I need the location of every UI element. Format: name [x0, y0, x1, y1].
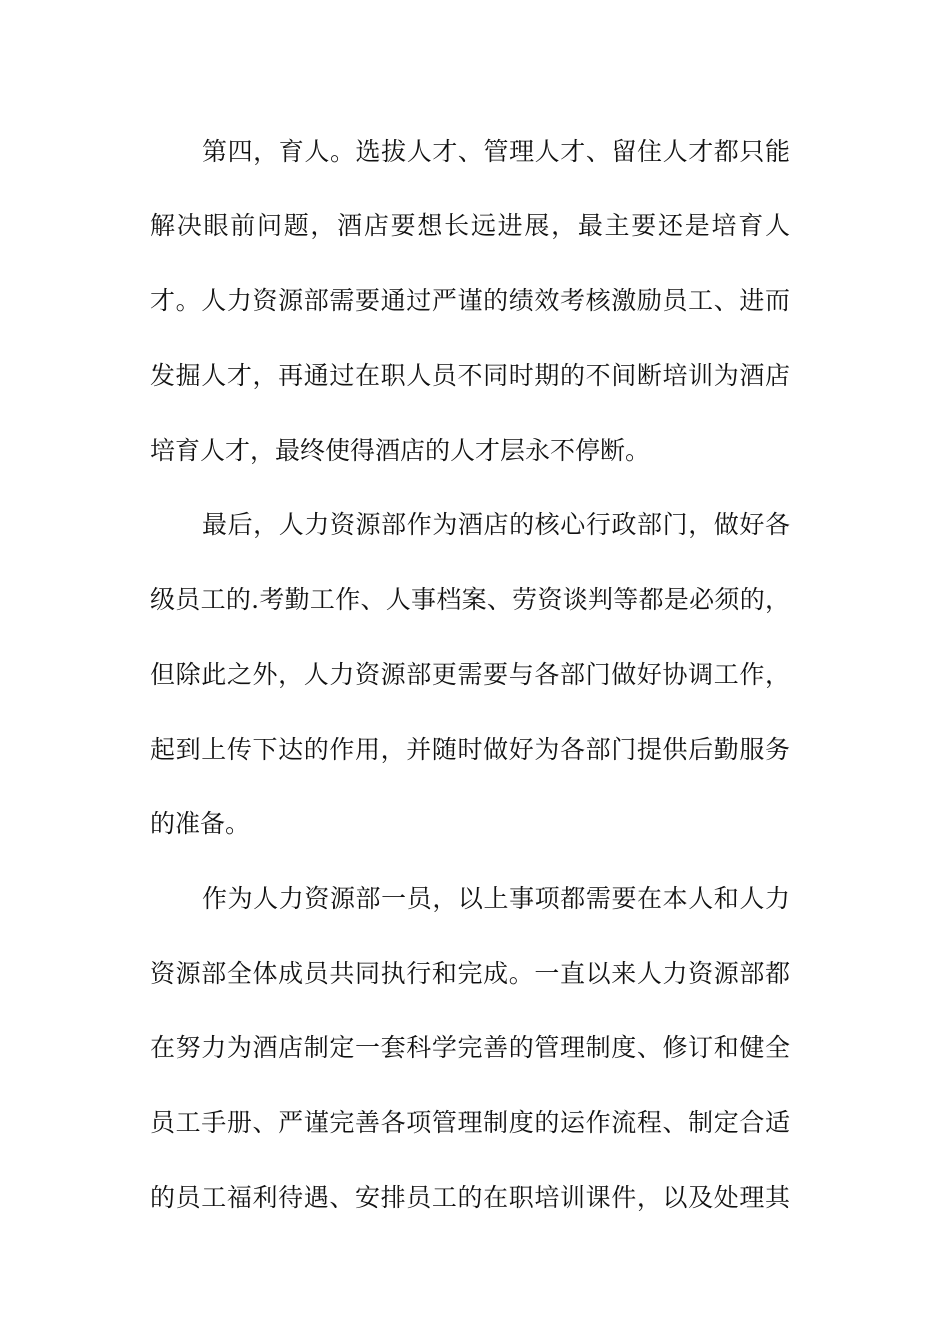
paragraph-3-line-2: 资源部全体成员共同执行和完成。一直以来人力资源部都	[150, 959, 790, 988]
paragraph-2-line-3: 但除此之外，人力资源部更需要与各部门做好协调工作，	[150, 660, 790, 689]
paragraph-3-line-5: 的员工福利待遇、安排员工的在职培训课件，以及处理其	[150, 1183, 790, 1212]
paragraph-1-line-1: 第四，育人。选拔人才、管理人才、留住人才都只能	[202, 137, 790, 166]
paragraph-3-line-4: 员工手册、严谨完善各项管理制度的运作流程、制定合适	[150, 1108, 790, 1137]
paragraph-1-line-3: 才。人力资源部需要通过严谨的绩效考核激励员工、进而	[150, 286, 790, 315]
paragraph-2-line-4: 起到上传下达的作用，并随时做好为各部门提供后勤服务	[150, 735, 790, 764]
paragraph-2-line-5: 的准备。	[150, 809, 251, 838]
paragraph-2-line-2: 级员工的.考勤工作、人事档案、劳资谈判等都是必须的，	[150, 585, 790, 614]
paragraph-3-line-1: 作为人力资源部一员，以上事项都需要在本人和人力	[202, 884, 790, 913]
paragraph-1-line-2: 解决眼前问题，酒店要想长远进展，最主要还是培育人	[150, 211, 790, 240]
paragraph-3-line-3: 在努力为酒店制定一套科学完善的管理制度、修订和健全	[150, 1033, 790, 1062]
paragraph-2-line-1: 最后，人力资源部作为酒店的核心行政部门，做好各	[202, 510, 790, 539]
paragraph-1-line-5: 培育人才，最终使得酒店的人才层永不停断。	[150, 436, 651, 465]
paragraph-1-line-4: 发掘人才，再通过在职人员不同时期的不间断培训为酒店	[150, 361, 790, 390]
